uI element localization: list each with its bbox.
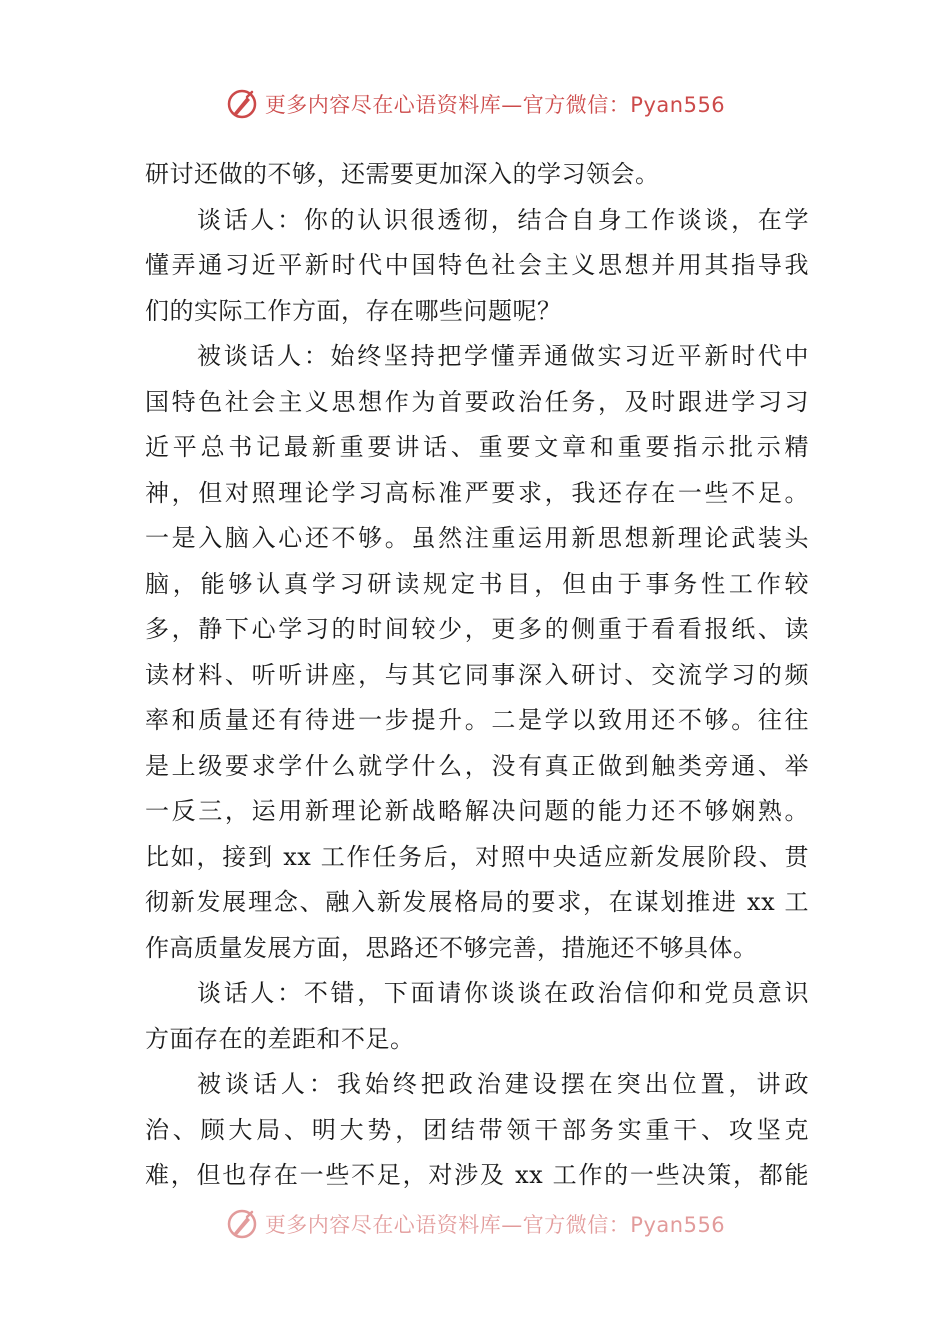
text-line: 是上级要求学什么就学什么，没有真正做到触类旁通、举	[145, 751, 809, 780]
text-line: 被谈话人：我始终把政治建设摆在突出位置，讲政	[197, 1070, 809, 1098]
text-line: 彻新发展理念、融入新发展格局的要求，在谋划推进 xx 工	[145, 888, 809, 916]
text-line: 谈话人：你的认识很透彻，结合自身工作谈谈，在学	[197, 205, 809, 234]
text-line: 神，但对照理论学习高标准严要求，我还存在一些不足。	[145, 478, 809, 507]
text-line: 作高质量发展方面，思路还不够完善，措施还不够具体。	[145, 933, 758, 962]
pen-nib-logo-icon	[225, 87, 259, 121]
document-body	[145, 152, 809, 1199]
text-line: 一反三，运用新理论新战略解决问题的能力还不够娴熟。	[145, 797, 809, 825]
pen-nib-logo-icon	[225, 1207, 259, 1241]
text-line: 国特色社会主义思想作为首要政治任务，及时跟进学习习	[145, 387, 809, 416]
text-line: 治、顾大局、明大势，团结带领干部务实重干、攻坚克	[145, 1115, 809, 1144]
text-line: 多，静下心学习的时间较少，更多的侧重于看看报纸、读	[145, 615, 809, 643]
text-line: 方面存在的差距和不足。	[145, 1024, 415, 1053]
text-line: 比如，接到 xx 工作任务后，对照中央适应新发展阶段、贯	[145, 842, 809, 871]
page-header-watermark	[0, 84, 950, 124]
text-line: 被谈话人：始终坚持把学懂弄通做实习近平新时代中	[197, 342, 809, 370]
footer-text: 更多内容尽在心语资料库—官方微信：Pyan556	[264, 1213, 726, 1237]
text-line: 研讨还做的不够，还需要更加深入的学习领会。	[145, 160, 660, 188]
text-line: 们的实际工作方面，存在哪些问题呢？	[145, 296, 562, 325]
text-line: 率和质量还有待进一步提升。二是学以致用还不够。往往	[145, 706, 809, 734]
text-line: 脑，能够认真学习研读规定书目，但由于事务性工作较	[145, 569, 809, 598]
text-line: 读材料、听听讲座，与其它同事深入研讨、交流学习的频	[145, 660, 809, 689]
header-text: 更多内容尽在心语资料库—官方微信：Pyan556	[264, 93, 726, 117]
text-line: 懂弄通习近平新时代中国特色社会主义思想并用其指导我	[145, 251, 809, 279]
text-line: 难，但也存在一些不足，对涉及 xx 工作的一些决策，都能	[145, 1161, 809, 1189]
text-line: 谈话人：不错，下面请你谈谈在政治信仰和党员意识	[197, 979, 809, 1007]
text-line: 一是入脑入心还不够。虽然注重运用新思想新理论武装头	[145, 524, 809, 552]
text-line: 近平总书记最新重要讲话、重要文章和重要指示批示精	[145, 433, 809, 461]
page-footer-watermark	[0, 1204, 950, 1244]
